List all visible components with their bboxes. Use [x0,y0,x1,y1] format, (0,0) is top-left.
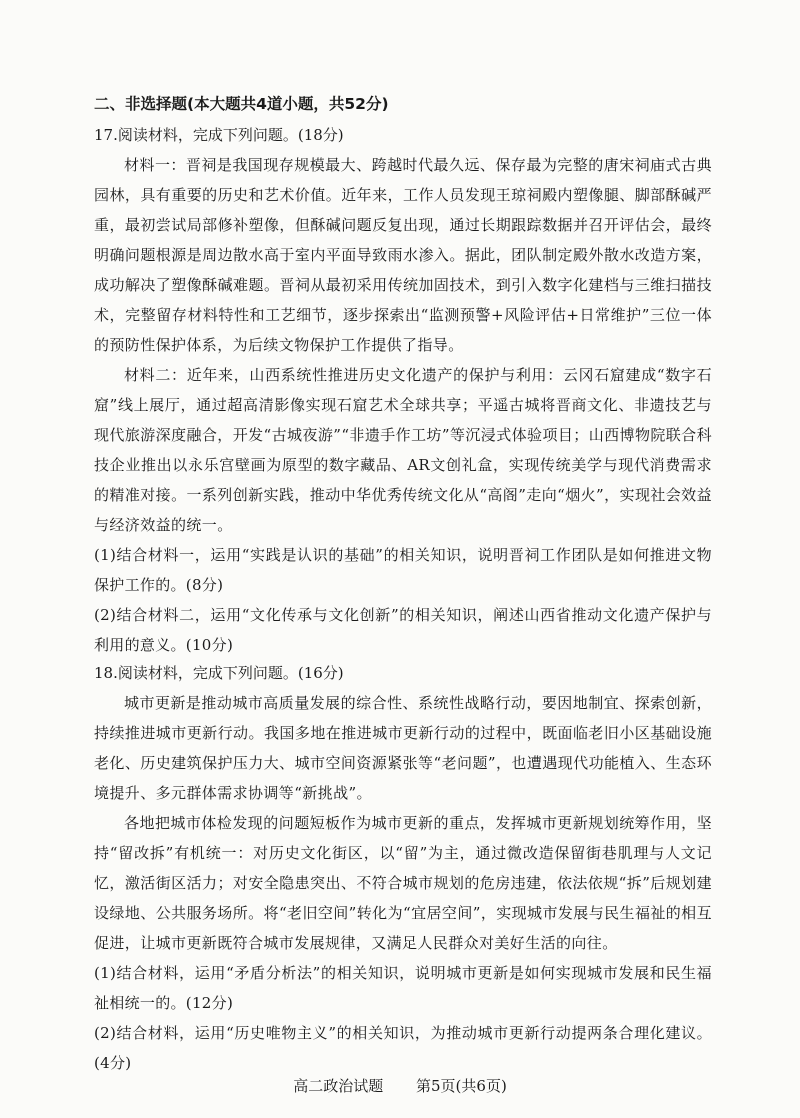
section-title: 二、非选择题(本大题共4道小题，共52分) [94,95,389,113]
q18-material-paragraph-2: 各地把城市体检发现的问题短板作为城市更新的重点，发挥城市更新规划统筹作用，坚持“留改拆”有机统一：对历史文化街区，以“留”为主，通过微改造保留街巷肌理与人文记忆，激活街区活力；对安全隐患突出、不符合城市规划的危房违建，依法依规“拆”后规划建设绿地、公共服务场所。将“老旧空间”转化为“宜居空间”，实现城市发展与民生福祉的相互促进，让城市更新既符合城市发展规律，又满足人民群众对美好生活的向往。 [94,814,712,952]
q18-subquestion-2: (2)结合材料，运用“历史唯物主义”的相关知识，为推动城市更新行动提两条合理化建议。(4分) [94,1024,712,1072]
footer-subject: 高二政治试题 [293,1077,384,1095]
q18-subquestion-1: (1)结合材料，运用“矛盾分析法”的相关知识，说明城市更新是如何实现城市发展和民生福祉相统一的。(12分) [94,964,712,1012]
question-17-heading: 17.阅读材料，完成下列问题。(18分) [94,126,344,144]
q17-subquestion-2: (2)结合材料二，运用“文化传承与文化创新”的相关知识，阐述山西省推动文化遗产保护与利用的意义。(10分) [94,606,712,654]
q17-subquestion-1: (1)结合材料一，运用“实践是认识的基础”的相关知识，说明晋祠工作团队是如何推进文物保护工作的。(8分) [94,546,712,594]
footer-page-number: 第5页(共6页) [416,1077,507,1095]
page-footer [0,1076,800,1096]
q17-material-1: 材料一：晋祠是我国现存规模最大、跨越时代最久远、保存最为完整的唐宋祠庙式古典园林，具有重要的历史和艺术价值。近年来，工作人员发现王琼祠殿内塑像腿、脚部酥碱严重，最初尝试局部修补塑像，但酥碱问题反复出现，通过长期跟踪数据并召开评估会，最终明确问题根源是周边散水高于室内平面导致雨水渗入。据此，团队制定殿外散水改造方案，成功解决了塑像酥碱难题。晋祠从最初采用传统加固技术，到引入数字化建档与三维扫描技术，完整留存材料特性和工艺细节，逐步探索出“监测预警+风险评估+日常维护”三位一体的预防性保护体系，为后续文物保护工作提供了指导。 [94,156,712,354]
q18-material-paragraph-1: 城市更新是推动城市高质量发展的综合性、系统性战略行动，要因地制宜、探索创新，持续推进城市更新行动。我国多地在推进城市更新行动的过程中，既面临老旧小区基础设施老化、历史建筑保护压力大、城市空间资源紧张等“老问题”，也遭遇现代功能植入、生态环境提升、多元群体需求协调等“新挑战”。 [94,694,712,802]
q17-material-2: 材料二：近年来，山西系统性推进历史文化遗产的保护与利用：云冈石窟建成“数字石窟”线上展厅，通过超高清影像实现石窟艺术全球共享；平遥古城将晋商文化、非遗技艺与现代旅游深度融合，开发“古城夜游”“非遗手作工坊”等沉浸式体验项目；山西博物院联合科技企业推出以永乐宫壁画为原型的数字藏品、AR文创礼盒，实现传统美学与现代消费需求的精准对接。一系列创新实践，推动中华优秀传统文化从“高阁”走向“烟火”，实现社会效益与经济效益的统一。 [94,366,712,534]
question-18-heading: 18.阅读材料，完成下列问题。(16分) [94,664,344,682]
page-content [94,92,712,1078]
